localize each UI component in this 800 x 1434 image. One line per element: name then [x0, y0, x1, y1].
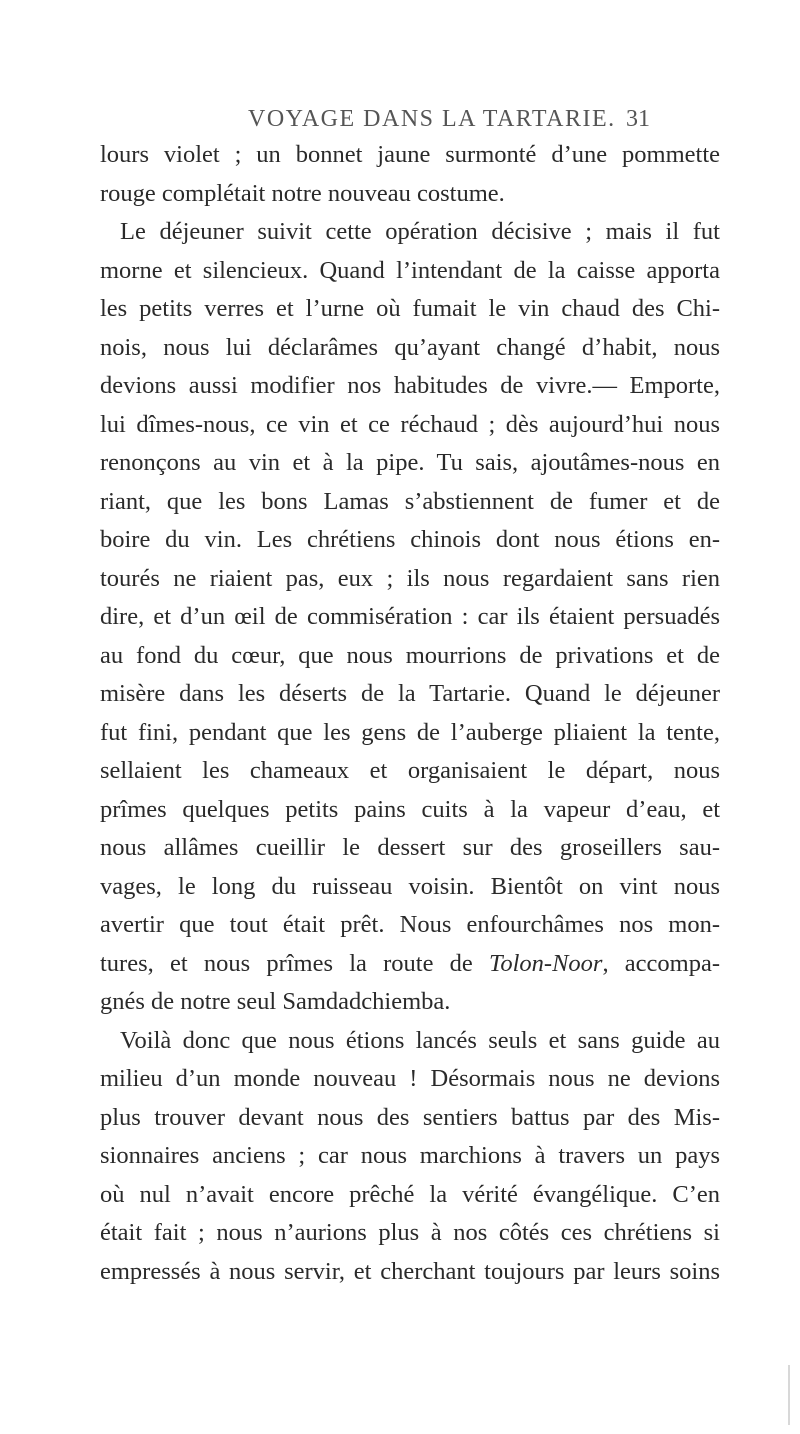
line-text: nous allâmes cueillir le dessert sur des groseillers sau-: [100, 834, 720, 861]
text-line: [100, 1022, 720, 1061]
line-text: boire du vin. Les chrétiens chinois dont nous étions en-: [100, 526, 720, 553]
line-text: sionnaires anciens ; car nous marchions à travers un pays: [100, 1142, 720, 1169]
text-line: [100, 752, 720, 791]
line-text: prîmes quelques petits pains cuits à la vapeur d’eau, et: [100, 795, 720, 823]
line-text: Le déjeuner suivit cette opération décisive ; mais il fut: [120, 218, 720, 245]
text-line: [100, 637, 720, 676]
text-line: [100, 1137, 720, 1176]
text-line: [100, 136, 720, 175]
line-text: gnés de notre seul Samdadchiemba.: [100, 988, 451, 1015]
line-text-tail: , accompa-: [602, 949, 720, 977]
line-text: avertir que tout était prêt. Nous enfourchâmes nos mon-: [100, 911, 720, 938]
line-text: lui dîmes-nous, ce vin et ce réchaud ; dès aujourd’hui nous: [100, 410, 720, 438]
line-text: renonçons au vin et à la pipe. Tu sais, ajoutâmes-nous en: [100, 449, 720, 476]
text-line: [100, 983, 720, 1022]
text-line: [100, 290, 720, 329]
text-line: [100, 1253, 720, 1292]
line-text: lours violet ; un bonnet jaune surmonté d’une pommette: [100, 141, 720, 168]
text-line: [100, 560, 720, 599]
text-line: [100, 367, 720, 406]
line-text: misère dans les déserts de la Tartarie. Quand le déjeuner: [100, 680, 720, 707]
body-text: [100, 136, 720, 1291]
text-line: [100, 1099, 720, 1138]
text-line: [100, 1214, 720, 1253]
line-text: morne et silencieux. Quand l’intendant de la caisse apporta: [100, 256, 720, 284]
line-text: rouge complétait notre nouveau costume.: [100, 179, 505, 207]
line-text: vages, le long du ruisseau voisin. Bientôt on vint nous: [100, 872, 720, 900]
line-text: sellaient les chameaux et organisaient le départ, nous: [100, 757, 720, 784]
line-text: fut fini, pendant que les gens de l’auberge pliaient la tente,: [100, 718, 720, 746]
line-text: Voilà donc que nous étions lancés seuls et sans guide au: [120, 1026, 720, 1054]
text-line: [100, 213, 720, 252]
text-line: [100, 945, 720, 984]
text-line: [100, 1176, 720, 1215]
line-text: devions aussi modifier nos habitudes de vivre.— Emporte,: [100, 372, 720, 399]
line-text: où nul n’avait encore prêché la vérité évangélique. C’en: [100, 1180, 720, 1208]
running-title: VOYAGE DANS LA TARTARIE.: [248, 106, 616, 132]
text-line: [100, 675, 720, 714]
line-text: nois, nous lui déclarâmes qu’ayant changé d’habit, nous: [100, 333, 720, 361]
text-line: [100, 1060, 720, 1099]
text-line: [100, 714, 720, 753]
running-head: [0, 106, 800, 140]
line-text: riant, que les bons Lamas s’abstiennent de fumer et de: [100, 487, 720, 515]
line-text: était fait ; nous n’aurions plus à nos côtés ces chrétiens si: [100, 1219, 720, 1246]
text-line: [100, 598, 720, 637]
page-number: 31: [626, 106, 650, 132]
text-line: [100, 406, 720, 445]
text-line: [100, 906, 720, 945]
line-text: empressés à nous servir, et cherchant toujours par leurs soins: [100, 1257, 720, 1285]
place-name: Tolon-Noor: [488, 949, 603, 977]
text-line: [100, 483, 720, 522]
text-line: [100, 444, 720, 483]
line-text: milieu d’un monde nouveau ! Désormais nous ne devions: [100, 1065, 720, 1092]
text-line: [100, 329, 720, 368]
line-text: les petits verres et l’urne où fumait le vin chaud des Chi-: [100, 295, 720, 322]
page-edge-mark: [788, 1365, 790, 1425]
line-text: dire, et d’un œil de commisération : car ils étaient persuadés: [100, 603, 720, 630]
text-line: [100, 868, 720, 907]
text-line: [100, 521, 720, 560]
line-text: tourés ne riaient pas, eux ; ils nous regardaient sans rien: [100, 564, 720, 592]
text-line: [100, 252, 720, 291]
line-text: tures, et nous prîmes la route de: [100, 949, 489, 977]
text-line: [100, 175, 720, 214]
line-text: au fond du cœur, que nous mourrions de privations et de: [100, 641, 720, 669]
line-text: plus trouver devant nous des sentiers battus par des Mis-: [100, 1103, 720, 1131]
text-line: [100, 829, 720, 868]
text-line: [100, 791, 720, 830]
